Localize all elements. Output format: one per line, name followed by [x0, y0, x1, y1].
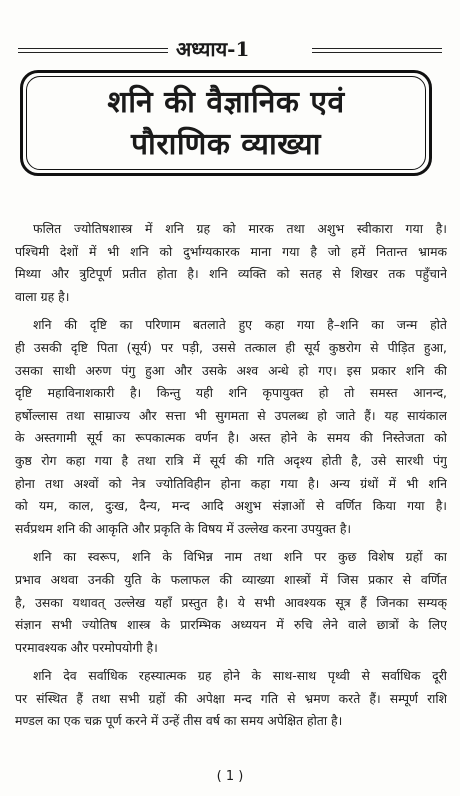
text-line: शनि देव सर्वाधिक रहस्यात्मक ग्रह होने के साथ-साथ पृथ्वी से सर्वाधिक दूरी [33, 668, 447, 684]
text-line: फलित ज्योतिषशास्त्र में शनि ग्रह को मारक तथा अशुभ स्वीकारा गया है। [33, 221, 447, 236]
text-line: को यम, काल, दुःख, दैन्य, मन्द आदि अशुभ संज्ञाओं से वर्णित किया गया है। [15, 498, 447, 514]
text-line: है, उसका यथावत् उल्लेख यहाँ प्रस्तुत है। ये सभी आवश्यक सूत्र हैं जिनका सम्यक् [15, 594, 447, 610]
page-number: ( 1 ) [216, 769, 244, 784]
chapter-title-line-2: पौराणिक व्याख्या [131, 127, 321, 162]
text-line: परमावश्यक और परमोपयोगी है। [15, 639, 158, 655]
chapter-header [18, 36, 442, 62]
text-line: वाला ग्रह है। [15, 288, 70, 304]
paragraph-4 [15, 665, 447, 733]
text-line: शनि का स्वरूप, शनि के विभिन्न नाम तथा शनि पर कुछ विशेष ग्रहों का [33, 549, 447, 565]
text-line: मिथ्या और त्रुटिपूर्ण प्रतीत होता है। शनि व्यक्ति को सतह से शिखर तक पहुँचाने [15, 266, 447, 282]
paragraph-2 [15, 314, 447, 540]
text-line: शनि की दृष्टि का परिणाम बतलाते हुए कहा गया है–शनि का जन्म होते [33, 317, 447, 333]
chapter-label: अध्याय-1 [176, 37, 250, 61]
paragraph-1 [15, 218, 447, 308]
chapter-rule-left [18, 48, 168, 49]
text-line: के अस्तगामी सूर्य का रूपकात्मक वर्णन है। अस्त होने के समय की निस्तेजता को [15, 430, 447, 446]
body-text [15, 218, 447, 739]
paragraph-3 [15, 546, 447, 659]
chapter-rule-right [312, 48, 442, 49]
text-line: मण्डल का एक चक्र पूर्ण करने में उन्हें तीस वर्ष का समय अपेक्षित होता है। [15, 713, 343, 729]
text-line: दृष्टि महाविनाशकारी है। किन्तु यही शनि कृपायुक्त हो तो समस्त आनन्द, [15, 385, 447, 401]
chapter-title-line-1: शनि की वैज्ञानिक एवं [107, 85, 345, 120]
text-line: कुष्ठ रोग कहा गया है तथा रात्रि में सूर्य की गति अदृश्य होती है, उसे सारथी पंगु [15, 452, 447, 468]
text-line: पश्चिमी देशों में भी शनि को दुर्भाग्यकारक माना गया है जो हमें नितान्त भ्रामक [15, 243, 447, 259]
text-line: पर संस्थित हैं तथा सभी ग्रहों की अपेक्षा मन्द गति से भ्रमण करते हैं। सम्पूर्ण राशि [15, 690, 447, 706]
text-line: सर्वप्रथम शनि की आकृति और प्रकृति के विषय में उल्लेख करना उपयुक्त है। [15, 520, 352, 536]
text-line: प्रभाव अथवा उनकी युति के फलाफल की व्याख्या शास्त्रों में जिस प्रकार से वर्णित [15, 571, 447, 587]
text-line: ही उसकी दृष्टि पिता (सूर्य) पर पड़ी, उससे तत्काल ही सूर्य कुष्ठरोग से पीड़ित हुआ, [15, 339, 447, 355]
text-line: होना तथा अश्वों को नेत्र ज्योतिविहीन होना कहा गया है। अन्य ग्रंथों में भी शनि [15, 475, 447, 491]
text-line: संज्ञान सभी ज्योतिष शास्त्र के प्रारम्भिक अध्ययन में रुचि लेने वाले छात्रों के लिए [15, 617, 447, 633]
chapter-title-box [20, 70, 432, 176]
text-line: हर्षोल्लास तथा साम्राज्य और सत्ता भी सुगमता से उपलब्ध हो जाते हैं। यह सायंकाल [15, 407, 447, 423]
text-line: उसका साथी अरुण पंगु हुआ और उसके अश्व अन्धे हो गए। इस प्रकार शनि की [15, 362, 447, 378]
